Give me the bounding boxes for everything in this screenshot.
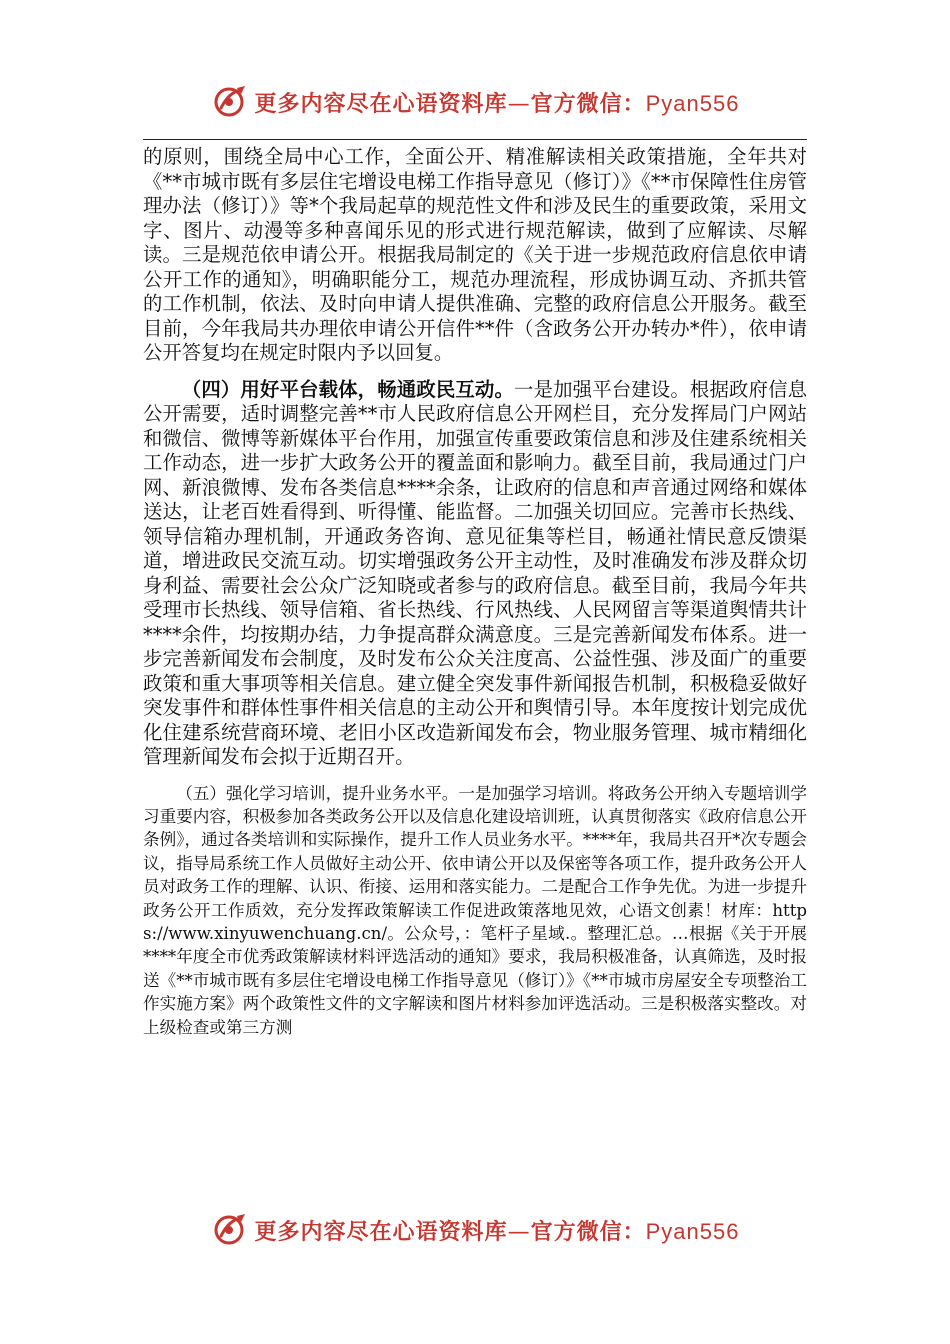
paragraph-section-four <box>143 378 807 770</box>
footer-wechat-id: Pyan556 <box>645 1218 740 1244</box>
section-four-body: 一是加强平台建设。根据政府信息公开需要，适时调整完善**市人民政府信息公开网栏目，充分发挥局门户网站和微信、微博等新媒体平台作用，加强宣传重要政策信息和涉及住建系统相关工作动态，进一步扩大政务公开的覆盖面和影响力。截至目前，我局通过门户网、新浪微博、发布各类信息****余条，让政府的信息和声音通过网络和媒体送达，让老百姓看得到、听得懂、能监督。二加强关切回应。完善市长热线、领导信箱办理机制，开通政务咨询、意见征集等栏目，畅通社情民意反馈渠道，增进政民交流互动。切实增强政务公开主动性，及时准确发布涉及群众切身利益、需要社会公众广泛知晓或者参与的政府信息。截至目前，我局今年共受理市长热线、领导信箱、省长热线、行风热线、人民网留言等渠道舆情共计****余件，均按期办结，力争提高群众满意度。三是完善新闻发布体系。进一步完善新闻发布会制度，及时发布公众关注度高、公益性强、涉及面广的重要政策和重大事项等相关信息。建立健全突发事件新闻报告机制，积极稳妥做好突发事件和群体性事件相关信息的主动公开和舆情引导。本年度按计划完成优化住建系统营商环境、老旧小区改造新闻发布会，物业服务管理、城市精细化管理新闻发布会拟于近期召开。 <box>143 377 808 768</box>
footer-text <box>255 1215 740 1246</box>
header-wechat-id: Pyan556 <box>645 90 740 116</box>
header-official-label: 官方微信： <box>530 91 646 117</box>
document-body <box>143 145 807 1039</box>
section-four-heading: （四）用好平台载体，畅通政民互动。 <box>181 377 515 401</box>
header-divider <box>143 139 807 140</box>
footer-brand: 更多内容尽在心语资料库 <box>254 1219 508 1245</box>
header-dash: — <box>507 91 531 117</box>
footer-dash: — <box>507 1219 531 1245</box>
paragraph-continuation: 的原则，围绕全局中心工作，全面公开、精准解读相关政策措施，全年共对《**市城市既有多层住宅增设电梯工作指导意见（修订）》《**市保障性住房管理办法（修订）》等*个我局起草的规范性文件和涉及民生的重要政策，采用文字、图片、动漫等多种喜闻乐见的形式进行规范解读，做到了应解读、尽解读。三是规范依申请公开。根据我局制定的《关于进一步规范政府信息依申请公开工作的通知》，明确职能分工，规范办理流程，形成协调互动、齐抓共管的工作机制，依法、及时向申请人提供准确、完整的政府信息公开服务。截至目前，今年我局共办理依申请公开信件**件（含政务公开办转办*件），依申请公开答复均在规定时限内予以回复。 <box>143 145 807 364</box>
header-brand: 更多内容尽在心语资料库 <box>254 91 508 117</box>
header-banner <box>0 72 950 132</box>
header-text <box>255 87 740 118</box>
brand-logo-icon <box>211 1210 251 1250</box>
footer-official-label: 官方微信： <box>530 1219 646 1245</box>
paragraph-section-five: （五）强化学习培训，提升业务水平。一是加强学习培训。将政务公开纳入专题培训学习重要内容，积极参加各类政务公开以及信息化建设培训班，认真贯彻落实《政府信息公开条例》，通过各类培训和实际操作，提升工作人员业务水平。****年，我局共召开*次专题会议，指导局系统工作人员做好主动公开、依申请公开以及保密等各项工作，提升政务公开人员对政务工作的理解、认识、衔接、运用和落实能力。二是配合工作争先优。为进一步提升政务公开工作质效，充分发挥政策解读工作促进政策落地见效，心语文创素！材库：https://www.xinyuwenchuang.cn/。公众号，：笔杆子星域.。整理汇总。…根据《关于开展****年度全市优秀政策解读材料评选活动的通知》要求，我局积极准备，认真筛选，及时报送《**市城市既有多层住宅增设电梯工作指导意见（修订）》《**市城市房屋安全专项整治工作实施方案》两个政策性文件的文字解读和图片材料参加评选活动。三是积极落实整改。对上级检查或第三方测 <box>143 783 807 1037</box>
footer-banner <box>0 1200 950 1260</box>
brand-logo-icon <box>211 82 251 122</box>
